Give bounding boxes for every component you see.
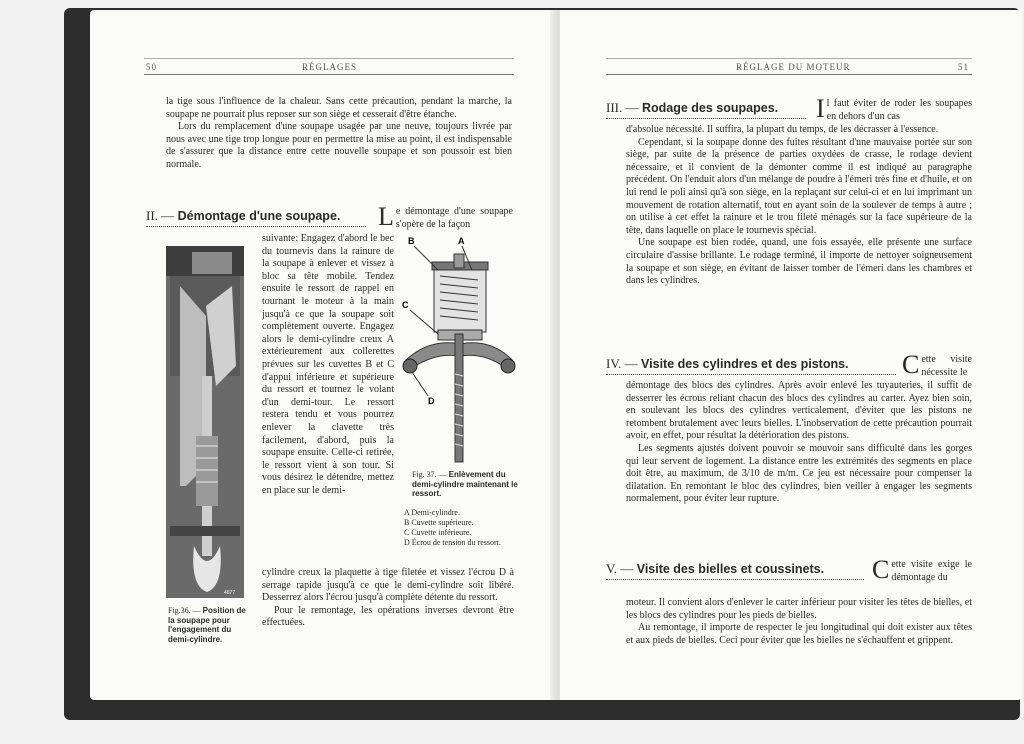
section-4-dropcap: C <box>902 350 920 379</box>
section-3-paragraph-2: Cependant, si la soupape donne des fuites résultant d'une mauvaise portée sur son siège, par suite de la présence de parties oxydées de crasse, le rodage devient nécessaire, et il convient de la démonter comme il est indiqué au paragraphe précédent. On l'enduit alors d'un mélange de poudre à l'émeri très fine et d'huile, et on lui rend le poli ainsi qu'à son siège, en la replaçant sur celui-ci et en lui imprimant un mouvement de rotation alternatif, tout en ayant soin de la soulever de temps à autre ; on utilise à cet effet la rainure et le trou fileté ménagés sur la face supérieure de la tête, dans laquelle on place le tournevis spécial. <box>626 136 972 236</box>
section-5-heading <box>606 561 824 577</box>
section-3-paragraph-1: d'absolue nécessité. Il suffira, la plupart du temps, de les décrasser à l'essence. <box>626 124 939 135</box>
right-header-rule <box>606 74 972 75</box>
section-2-paragraph-2: Pour le remontage, les opérations inverses devront être effectuées. <box>262 604 514 629</box>
right-running-head: RÉGLAGE DU MOTEUR <box>736 62 851 72</box>
section-4-paragraph-2: Les segments ajustés doivent pouvoir se mouvoir sans difficulté dans les gorges qui leur servent de logement. La distance entre les extrémités des segments en place doit être, au maximum, de 3/10 de m/m. Ce jeu est nécessaire pour compenser la dilatation. En remontant le bloc des cylindres, bien veiller à engager les segments normalement, pour éviter leur rupture. <box>626 442 972 505</box>
section-5-lead: Cette visite exige le démontage du <box>872 555 972 584</box>
section-5-underline <box>606 579 864 580</box>
section-2-underline <box>146 226 366 227</box>
legend-item-c: C Cuvette inférieure. <box>404 528 472 537</box>
fig37-caption-text: Enlèvement du demi-cylindre maintenant le ressort. <box>412 470 518 498</box>
intro-paragraph-2: Lors du remplacement d'une soupape usagée par une neuve, toujours livrée par nous avec une tige trop longue pour en permettre la mise au point, il est indispensable de s'assurer que la distance entre cette nouvelle soupape et son poussoir est bien normale. <box>166 121 512 170</box>
fig37-legend <box>404 508 518 548</box>
legend-item-d: D Écrou de tension du ressort. <box>404 538 501 547</box>
intro-paragraph-1: la tige sous l'influence de la chaleur. Sans cette précaution, pendant la marche, la soupape ne pourrait plus reposer sur son siège et cesserait d'être étanche. <box>166 96 512 120</box>
section-2-column-text: suivante: Engagez d'abord le bec du tournevis dans la rainure de la soupape à enlever et vissez à bloc sa tête mobile. Tendez ensuite le ressort de rappel en tournant le moteur à la main jusqu'à ce que la soupape soit complètement ouverte. Engagez alors le demi-cylindre creux A extérieurement aux collerettes prévues sur les cuvettes B et C d'appui inférieure et supérieure du ressort et tournez le volant d'un demi-tour. Le ressort restera tendu et vous pourrez enlever la clavette très facilement, d'abord, puis la soupape ensuite. Celle-ci retirée, le ressort vient à son tour. Si vous désirez le détendre, mettez en place sur le demi- <box>262 233 394 496</box>
right-header-rule-top <box>606 58 972 59</box>
fig37-caption <box>412 470 518 499</box>
left-page-number: 50 <box>146 62 157 72</box>
section-2-dropcap: L <box>378 202 394 231</box>
section-3-text <box>626 124 972 288</box>
section-3-dropcap: I <box>816 94 825 123</box>
section-3-underline <box>606 118 806 119</box>
legend-item-a: A Demi-cylindre. <box>404 508 460 517</box>
fig36-caption <box>168 606 248 644</box>
section-3-heading <box>606 100 778 116</box>
section-5-paragraph-1: moteur. Il convient alors d'enlever le carter inférieur pour visiter les têtes de bielles, et les blocs des cylindres pour les pieds de bielles. <box>626 597 972 621</box>
section-4-title: Visite des cylindres et des pistons. <box>641 357 849 371</box>
fig37-label-d: D <box>428 396 435 406</box>
fig36-photo <box>166 246 244 598</box>
section-3-paragraph-3: Une soupape est bien rodée, quand, une fois essayée, elle présente une surface circulaire d'assise brillante. Le rodage terminé, il importe de nettoyer soigneusement la soupape et son siège, en évitant de laisser tomber de l'émeri dans les chambres et dans les cylindres. <box>626 237 972 287</box>
fig37-number: Fig. 37. — <box>412 470 447 479</box>
legend-item-b: B Cuvette supérieure. <box>404 518 474 527</box>
left-intro-text <box>166 96 512 172</box>
section-4-lead: Cette visite nécessite le <box>902 350 972 379</box>
fig37-label-b: B <box>408 236 415 246</box>
section-5-dropcap: C <box>872 555 890 584</box>
right-page-number: 51 <box>958 62 969 72</box>
section-2-full-text <box>262 567 514 630</box>
fig37-drawing <box>398 234 520 466</box>
section-2-paragraph-1: cylindre creux la plaquette à tige filetée et vissez l'écrou D à serrage rapide jusqu'à ce que le demi-cylindre soit libéré. Desserrez alors l'écrou jusqu'à complète détente du ressort. <box>262 567 514 604</box>
section-5-paragraph-2: Au remontage, il importe de respecter le jeu longitudinal qui doit exister aux têtes et aux pieds de bielles. Ceci pour éviter que les bielles ne s'échauffent et grippent. <box>626 622 972 646</box>
section-4-underline <box>606 374 896 375</box>
fig36-number: Fig.36. — <box>168 606 201 615</box>
fig36-mark: 4677 <box>224 590 236 596</box>
section-2-title: Démontage d'une soupape. <box>177 209 341 223</box>
fig37-label-a: A <box>458 236 465 246</box>
section-4-paragraph-1: démontage des blocs des cylindres. Après avoir enlevé les tuyauteries, il suffit de desserrer les écrous reliant chacun des blocs des cylindres au carter. Ayez bien soin, en soulevant les blocs des cylindres verticalement, d'éviter que les pistons ne retombent brutalement avec leurs bielles. L'inobservation de cette précaution pourrait avoir, en effet, pour résultat la détérioration des pistons. <box>626 380 972 442</box>
left-header-rule-top <box>144 58 514 59</box>
fig37-label-c: C <box>402 300 409 310</box>
section-3-title: Rodage des soupapes. <box>641 101 779 115</box>
section-4-number: IV. — <box>606 356 638 371</box>
section-3-number: III. — <box>606 100 639 115</box>
section-2-number: II. — <box>146 208 175 223</box>
section-4-heading <box>606 356 849 372</box>
section-5-text <box>626 597 972 647</box>
left-header-rule <box>144 74 514 75</box>
section-2-lead: Le démontage d'une soupape s'opère de la façon <box>378 202 513 231</box>
section-2-heading <box>146 208 340 224</box>
section-3-lead: Il faut éviter de roder les soupapes en dehors d'un cas <box>816 94 972 123</box>
section-4-text <box>626 380 972 506</box>
fig36-caption-text: Position de la soupape pour l'engagement du demi-cylindre. <box>168 606 246 644</box>
section-5-title: Visite des bielles et coussinets. <box>636 562 825 576</box>
left-running-head: RÉGLAGES <box>302 62 357 72</box>
section-5-number: V. — <box>606 561 634 576</box>
